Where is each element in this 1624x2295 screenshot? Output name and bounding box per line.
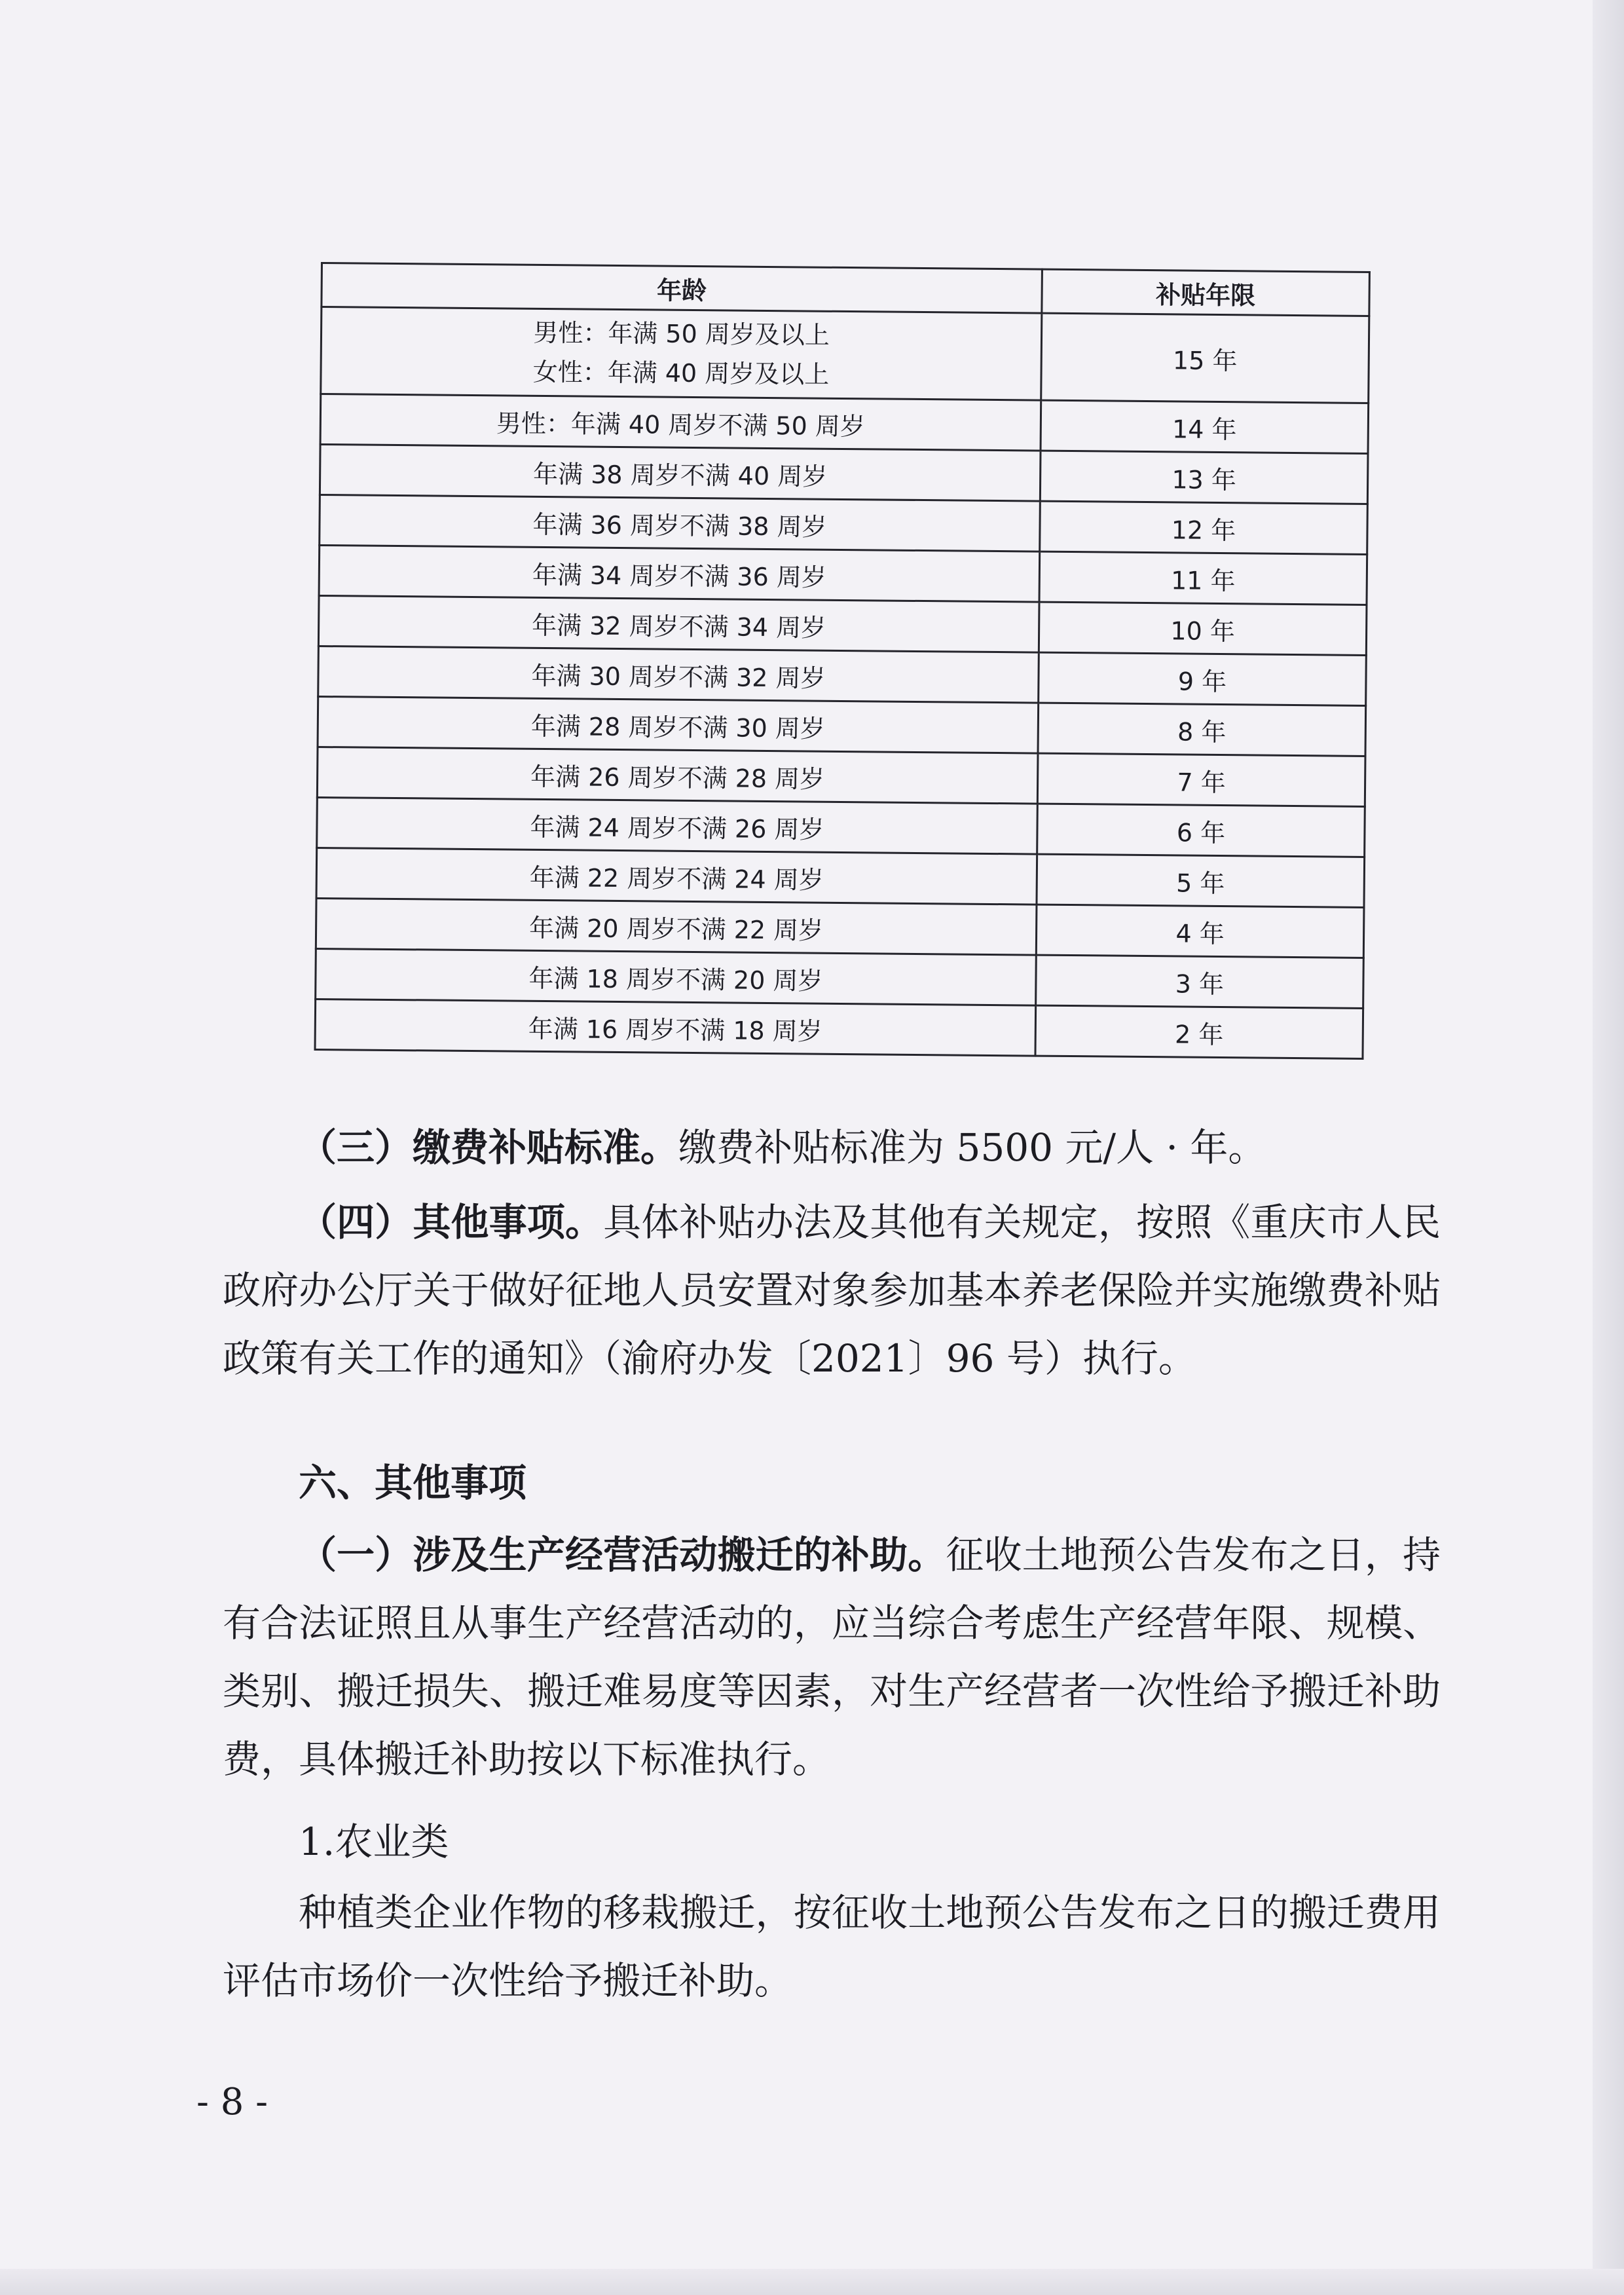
years-cell: 9 年	[1039, 652, 1367, 705]
age-cell: 年满 18 周岁不满 20 周岁	[316, 948, 1037, 1005]
section-heading: 六、其他事项	[299, 1461, 527, 1505]
age-cell: 男性：年满 40 周岁不满 50 周岁	[320, 394, 1041, 451]
header-subsidy-years: 补贴年限	[1042, 269, 1370, 316]
paragraph-body: 具体补贴办法及其他有关规定，按照《重庆市人民政府办公厅关于做好征地人员安置对象参加基本养老保险并实施缴费补贴政策有关工作的通知》（渝府办发〔2021〕96 号）执行。	[223, 1200, 1441, 1381]
table-row	[318, 696, 1366, 756]
paragraph-body: 缴费补贴标准为 5500 元/人 · 年。	[678, 1125, 1266, 1170]
years-cell: 10 年	[1039, 602, 1367, 655]
paragraph-lead: （三）缴费补贴标准。	[299, 1125, 679, 1170]
years-cell: 5 年	[1037, 854, 1365, 907]
age-cell: 年满 36 周岁不满 38 周岁	[320, 494, 1041, 551]
age-cell: 年满 38 周岁不满 40 周岁	[320, 445, 1041, 502]
table-row	[316, 848, 1365, 907]
years-cell: 13 年	[1040, 451, 1368, 504]
years-cell: 6 年	[1037, 804, 1365, 857]
table-row	[320, 445, 1368, 504]
table-row	[318, 595, 1367, 655]
table-row	[315, 999, 1363, 1058]
scan-edge-bottom	[0, 2269, 1624, 2295]
age-cell: 年满 30 周岁不满 32 周岁	[318, 646, 1039, 703]
age-cell: 年满 32 周岁不满 34 周岁	[318, 595, 1039, 652]
years-cell: 7 年	[1037, 753, 1365, 806]
years-cell: 14 年	[1041, 400, 1369, 453]
table-row	[316, 898, 1364, 958]
subsidy-years-table	[314, 262, 1370, 1060]
table-row	[317, 797, 1365, 857]
years-cell: 4 年	[1036, 905, 1364, 958]
years-cell: 3 年	[1036, 955, 1364, 1008]
age-cell: 年满 24 周岁不满 26 周岁	[317, 797, 1038, 854]
age-cell: 年满 22 周岁不满 24 周岁	[316, 848, 1037, 905]
years-cell: 2 年	[1035, 1005, 1363, 1058]
age-line: 女性：年满 40 周岁及以上	[532, 357, 830, 389]
paragraph-contribution-standard	[223, 1113, 1441, 1182]
age-cell: 年满 20 周岁不满 22 周岁	[316, 898, 1037, 955]
page-number: - 8 -	[196, 2081, 268, 2123]
subsidy-table-container	[314, 262, 1368, 1060]
table-row	[316, 948, 1364, 1008]
age-cell	[321, 307, 1042, 401]
age-line: 男性：年满 50 周岁及以上	[533, 318, 830, 350]
years-cell: 8 年	[1038, 703, 1366, 756]
paragraph-lead: （一）涉及生产经营活动搬迁的补助。	[299, 1533, 946, 1577]
table-row	[317, 747, 1365, 806]
scan-edge-right	[1593, 0, 1624, 2295]
header-age: 年龄	[322, 263, 1043, 314]
years-cell: 15 年	[1041, 313, 1369, 403]
age-cell: 年满 16 周岁不满 18 周岁	[315, 999, 1036, 1056]
table-row	[320, 494, 1368, 554]
table-row	[319, 545, 1367, 605]
table-row	[321, 307, 1369, 403]
paragraph-other-matters	[223, 1188, 1441, 1392]
years-cell: 11 年	[1039, 551, 1367, 605]
paragraph-relocation-subsidy	[223, 1521, 1441, 1793]
years-cell: 12 年	[1040, 501, 1368, 554]
age-cell: 年满 26 周岁不满 28 周岁	[317, 747, 1038, 804]
item-heading-agriculture: 1.农业类	[299, 1819, 449, 1864]
table-row	[318, 646, 1367, 705]
age-cell: 年满 28 周岁不满 30 周岁	[318, 696, 1039, 753]
age-cell: 年满 34 周岁不满 36 周岁	[319, 545, 1040, 602]
paragraph-agriculture: 种植类企业作物的移栽搬迁，按征收土地预公告发布之日的搬迁费用评估市场价一次性给予搬迁补助。	[223, 1890, 1441, 2003]
paragraph-body: 征收土地预公告发布之日，持有合法证照且从事生产经营活动的，应当综合考虑生产经营年限、规模、类别、搬迁损失、搬迁难易度等因素，对生产经营者一次性给予搬迁补助费，具体搬迁补助按以下标准执行。	[223, 1533, 1441, 1782]
table-row	[320, 394, 1369, 454]
paragraph-lead: （四）其他事项。	[299, 1200, 604, 1244]
